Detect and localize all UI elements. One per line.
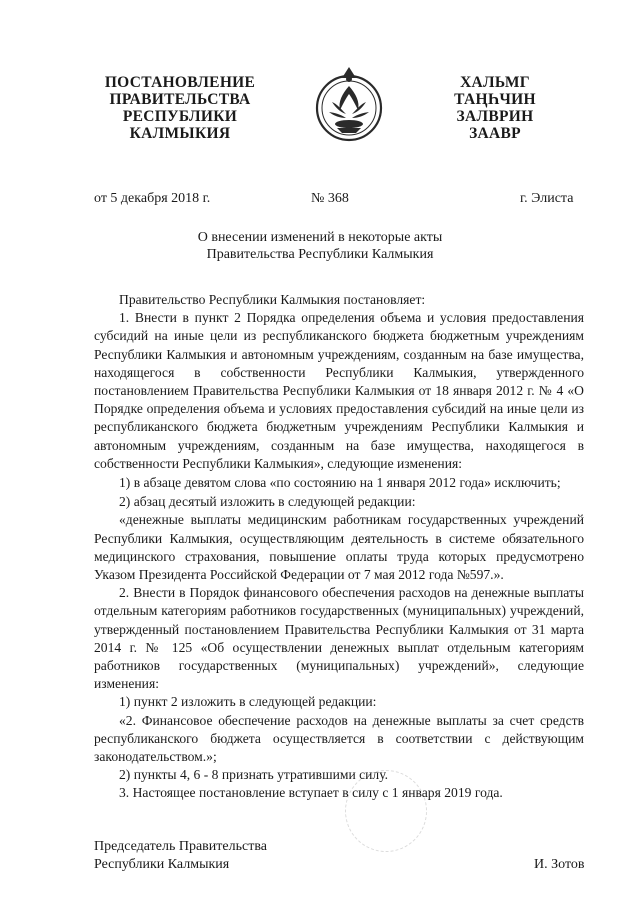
decree-city: г. Элиста bbox=[520, 191, 574, 206]
title-line: Правительства Республики Калмыкия bbox=[206, 247, 434, 262]
paragraph-quote: «2. Финансовое обеспечение расходов на денежные выплаты за счет средств республиканского бюджета осуществляется в соответствии с действующим законодательством.»; bbox=[94, 712, 584, 765]
paragraph-subitem: 2) абзац десятый изложить в следующей редакции: bbox=[119, 494, 416, 510]
kalmykia-emblem-icon bbox=[312, 64, 386, 148]
paragraph-item-2: 2. Внести в Порядок финансового обеспечения расходов на денежные выплаты отдельным категориям работников государственных (муниципальных) учреждений, утвержденный постановлением Правительства Республики Калмыкия от 31 марта 2014 г. № 125 «Об осуществлении денежных выплат отдельным категориям работников государственных (муниципальных) учреждений», следующие изменения: bbox=[94, 585, 584, 692]
signature-position bbox=[94, 838, 267, 874]
header-line: ХАЛЬМГ bbox=[460, 74, 530, 91]
header-line: ЗААВР bbox=[469, 125, 521, 142]
paragraph-subitem: 2) пункты 4, 6 - 8 признать утратившими силу. bbox=[119, 767, 389, 783]
paragraph-subitem: 1) в абзаце девятом слова «по состоянию на 1 января 2012 года» исключить; bbox=[119, 475, 561, 491]
decree-body bbox=[94, 291, 584, 803]
header-line: КАЛМЫКИЯ bbox=[129, 125, 231, 142]
decree-title bbox=[0, 229, 640, 263]
signature-name: И. Зотов bbox=[534, 857, 585, 872]
header-line: ЗАЛВРИН bbox=[456, 108, 534, 125]
header-line: ТАҢҺЧИН bbox=[454, 91, 536, 108]
header-line: РЕСПУБЛИКИ bbox=[122, 108, 238, 125]
paragraph-item-1: 1. Внести в пункт 2 Порядка определения объема и условия предоставления субсидий на иные цели из республиканского бюджета бюджетным учреждениям Республики Калмыкия и автономным учреждениям, созданным на базе имущества, находящегося в собственности Республики Калмыкия, утвержденного постановлением Правительства Республики Калмыкия от 18 января 2012 г. № 4 «О Порядке определения объема и условиях предоставления субсидий на иные цели из республиканского бюджета бюджетным учреждениям Республики Калмыкия и автономным учреждениям, созданным на базе имущества, находящегося в собственности Республики Калмыкия», следующие изменения: bbox=[94, 310, 584, 471]
header-line: ПОСТАНОВЛЕНИЕ bbox=[104, 74, 256, 91]
decree-date: от 5 декабря 2018 г. bbox=[94, 191, 211, 206]
signature-line: Республики Калмыкия bbox=[94, 857, 230, 872]
paragraph-preamble: Правительство Республики Калмыкия постановляет: bbox=[119, 292, 426, 307]
paragraph-item-3: 3. Настоящее постановление вступает в силу с 1 января 2019 года. bbox=[119, 785, 503, 801]
title-line: О внесении изменений в некоторые акты bbox=[197, 230, 443, 245]
decree-number: № 368 bbox=[311, 191, 349, 206]
header-line: ПРАВИТЕЛЬСТВА bbox=[109, 91, 251, 108]
seal-stamp-icon bbox=[345, 770, 427, 852]
paragraph-quote: «денежные выплаты медицинским работникам государственных учреждений Республики Калмыкия, осуществляющим деятельность в системе обязательного медицинского страхования, повышение оплаты труда которых предусмотрено Указом Президента Российской Федерации от 7 мая 2012 года №597.». bbox=[94, 512, 584, 583]
header-kalmyk bbox=[430, 74, 560, 142]
paragraph-subitem: 1) пункт 2 изложить в следующей редакции: bbox=[119, 694, 377, 710]
signature-line: Председатель Правительства bbox=[94, 839, 267, 854]
header-russian bbox=[80, 74, 280, 142]
